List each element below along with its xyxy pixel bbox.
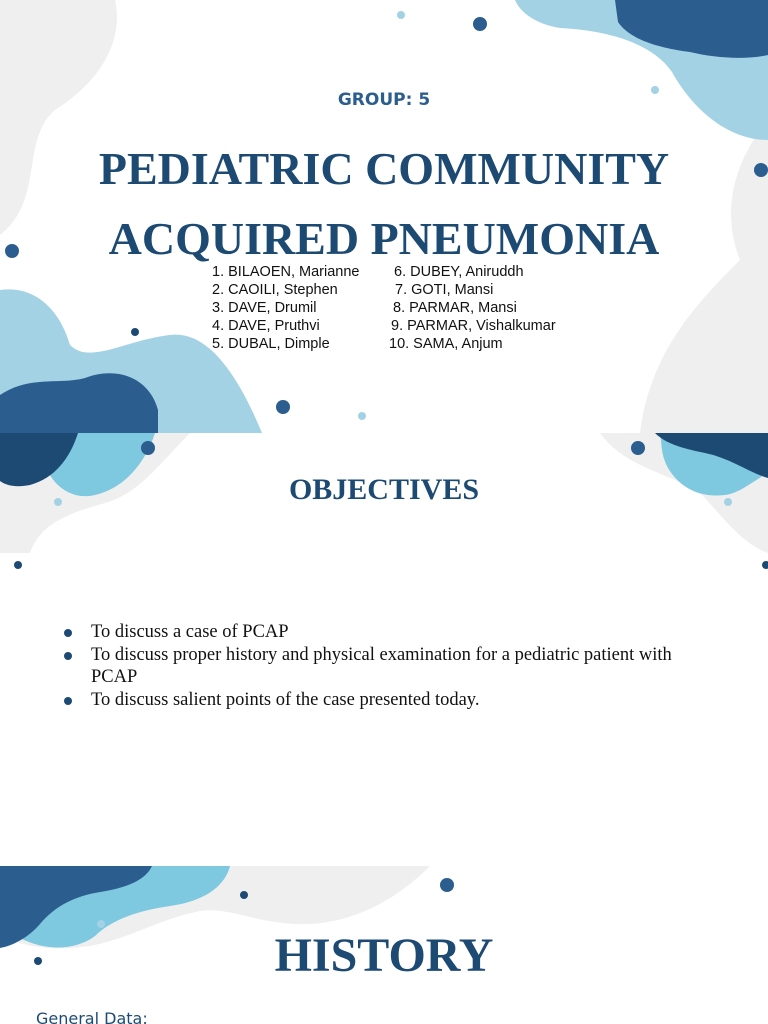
objectives-title: OBJECTIVES — [288, 473, 480, 506]
presentation-title — [0, 134, 768, 274]
bullet-icon — [64, 697, 72, 705]
history-slide — [0, 866, 768, 1024]
member-list-right — [389, 263, 556, 353]
list-item — [62, 689, 712, 711]
bullet-icon — [64, 629, 72, 637]
group-label: GROUP: 5 — [337, 90, 431, 110]
member-name: 2. CAOILI, Stephen — [212, 282, 338, 298]
title-line-2: ACQUIRED PNEUMONIA — [108, 213, 660, 264]
list-item — [62, 644, 712, 688]
title-line-1: PEDIATRIC COMMUNITY — [98, 143, 670, 194]
member-name: 5. DUBAL, Dimple — [212, 336, 330, 352]
objectives-list — [62, 621, 712, 712]
member-name: 8. PARMAR, Mansi — [393, 300, 517, 316]
bullet-icon — [64, 652, 72, 660]
list-item — [62, 621, 712, 643]
member-name: 1. BILAOEN, Marianne — [212, 264, 360, 280]
history-title: HISTORY — [274, 929, 494, 982]
member-name: 10. SAMA, Anjum — [389, 336, 503, 352]
member-list-left — [212, 263, 360, 353]
list-item-text: To discuss a case of PCAP — [91, 622, 289, 642]
member-name: 9. PARMAR, Vishalkumar — [391, 318, 556, 334]
title-slide — [0, 0, 768, 433]
general-data-label: General Data: — [36, 1009, 148, 1024]
member-name: 3. DAVE, Drumil — [212, 300, 317, 316]
member-name: 4. DAVE, Pruthvi — [212, 318, 320, 334]
list-item-text: To discuss proper history and physical examination for a pediatric patient with PCAP — [91, 645, 672, 687]
list-item-text: To discuss salient points of the case presented today. — [91, 690, 480, 710]
member-name: 7. GOTI, Mansi — [395, 282, 494, 298]
objectives-slide — [0, 433, 768, 866]
member-name: 6. DUBEY, Aniruddh — [394, 264, 524, 280]
